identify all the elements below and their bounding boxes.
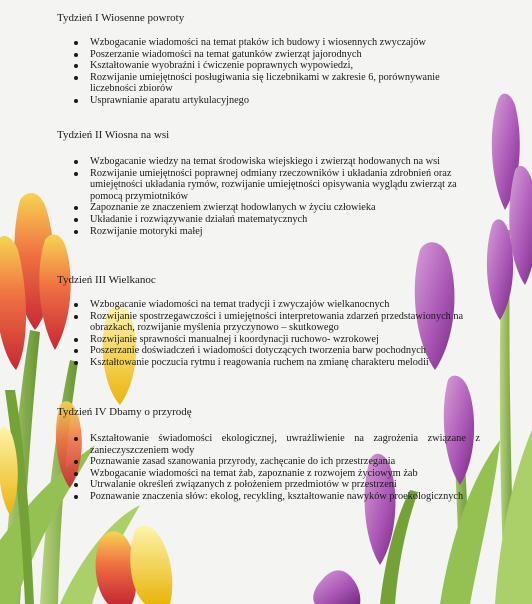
list-item: Rozwijanie motoryki małej (74, 226, 474, 238)
week-1-list (74, 37, 474, 107)
list-item: Wzbogacanie wiadomości na temat tradycji i zwyczajów wielkanocnych (74, 299, 474, 311)
list-item: Rozwijanie umiejętności posługiwania się liczebnikami w zakresie 6, porównywanie liczebności zbiorów (74, 72, 474, 95)
week-2-list (74, 156, 474, 237)
list-item: Kształtowanie wyobraźni i ćwiczenie poprawnych wypowiedzi, (74, 60, 474, 72)
list-item: Rozwijanie sprawności manualnej i koordynacji ruchowo- wzrokowej (74, 334, 474, 346)
list-item: Zapoznanie ze znaczeniem zwierząt hodowlanych w życiu człowieka (74, 202, 474, 214)
week-3-heading: Tydzień III Wielkanoc (57, 274, 156, 286)
week-3-list (74, 299, 474, 369)
list-item: Utrwalanie określeń związanych z położeniem przedmiotów w przestrzeni (74, 479, 480, 491)
week-4-list (74, 433, 480, 503)
list-item: Wzbogacanie wiedzy na temat środowiska wiejskiego i zwierząt hodowanych na wsi (74, 156, 474, 168)
list-item: Usprawnianie aparatu artykulacyjnego (74, 95, 474, 107)
list-item: Poszerzanie doświadczeń i wiadomości dotyczących tworzenia barw pochodnych (74, 345, 474, 357)
list-item: Poszerzanie wiadomości na temat gatunków zwierząt jajorodnych (74, 49, 474, 61)
list-item: Wzbogacanie wiadomości na temat ptaków ich budowy i wiosennych zwyczajów (74, 37, 474, 49)
list-item: Poznawanie zasad szanowania przyrody, zachęcanie do ich przestrzegania (74, 456, 480, 468)
list-item: Poznawanie znaczenia słów: ekolog, recykling, kształtowanie nawyków proekologicznych (74, 491, 480, 503)
list-item: Układanie i rozwiązywanie działań matematycznych (74, 214, 474, 226)
week-1-heading: Tydzień I Wiosenne powroty (57, 12, 185, 24)
week-2-heading: Tydzień II Wiosna na wsi (57, 129, 170, 141)
list-item: Rozwijanie spostrzegawczości i umiejętności interpretowania zdarzeń przedstawionych na obrazkach, rozwijanie myślenia przyczynowo – skutkowego (74, 311, 474, 334)
list-item: Rozwijanie umiejętności poprawnej odmiany rzeczowników i układania zdrobnień oraz umiejętności układania rymów, rozwijanie umiejętności opisywania wyglądu zwierząt za pomocą przymiotników (74, 168, 474, 203)
list-item: Wzbogacanie wiadomości na temat żab, zapoznanie z rozwojem życiowym żab (74, 468, 480, 480)
week-4-heading: Tydzień IV Dbamy o przyrodę (57, 406, 192, 418)
list-item: Kształtowanie świadomości ekologicznej, uwrażliwienie na zagrożenia związane z zanieczyszczeniem wody (74, 433, 480, 456)
list-item: Kształtowanie poczucia rytmu i reagowania ruchem na zmianę charakteru melodii (74, 357, 474, 369)
